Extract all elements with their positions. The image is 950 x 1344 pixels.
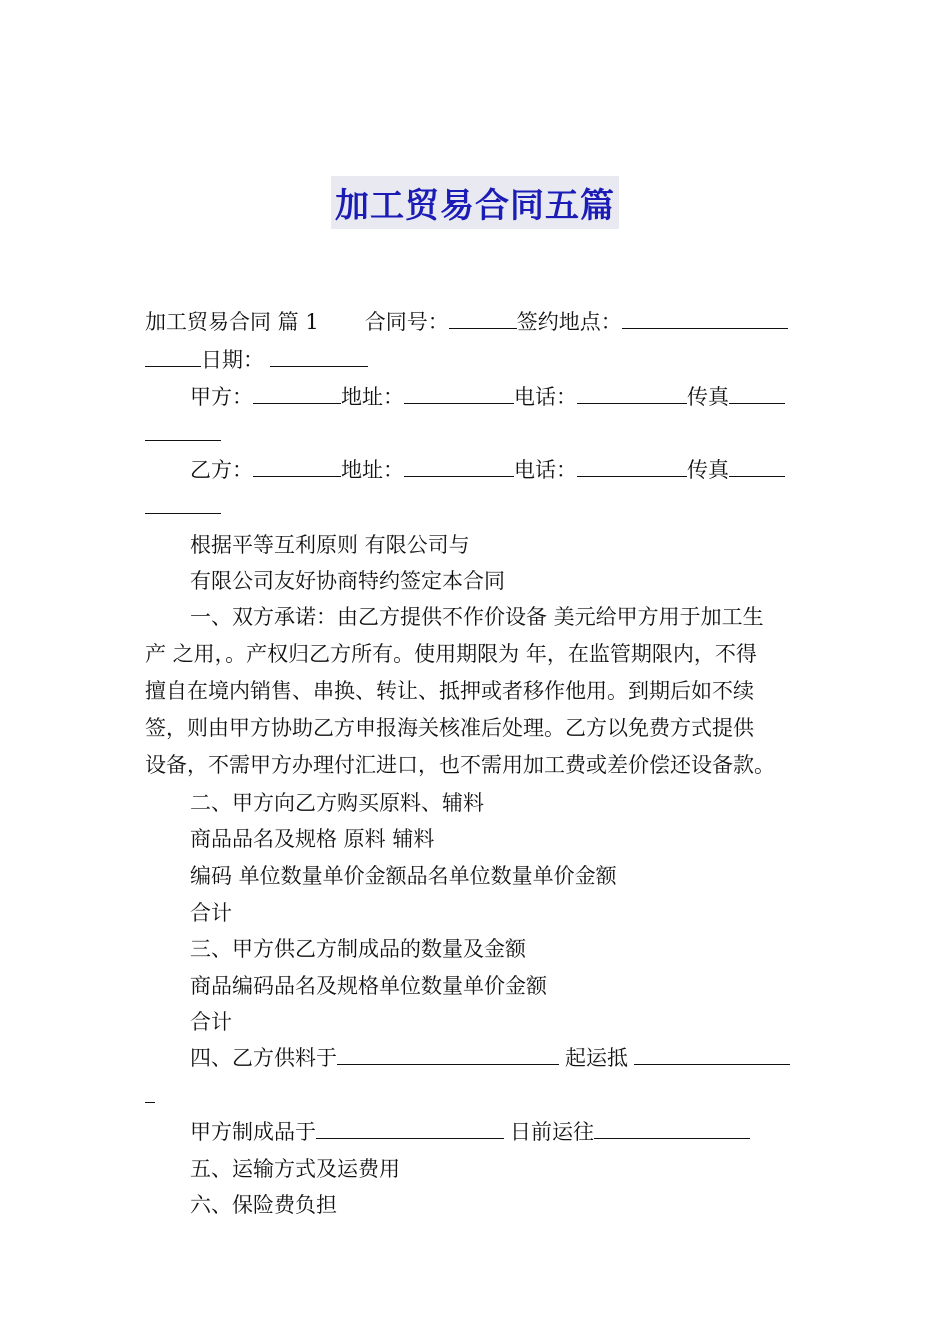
intro-line-1: 根据平等互利原则 有限公司与 [190, 533, 470, 557]
party-b-phone-blank[interactable] [577, 456, 687, 477]
clause5-heading: 五、运输方式及运费用 [190, 1157, 400, 1181]
clause1-line-5: 设备，不需甲方办理付汇进口，也不需用加工费或差价偿还设备款。 [145, 753, 775, 777]
clause4-cont-line [145, 1082, 155, 1110]
contract-name: 加工贸易合同 篇 1 [145, 310, 319, 334]
supply-date-blank[interactable] [337, 1044, 559, 1065]
clause3-total: 合计 [190, 1010, 232, 1034]
intro-line-2: 有限公司友好协商特约签定本合同 [190, 569, 505, 593]
party-b-address-blank[interactable] [404, 456, 514, 477]
party-a-name-blank[interactable] [253, 383, 341, 404]
party-a-fax-blank-cont[interactable] [145, 420, 221, 441]
clause4-supply-label: 四、乙方供料于 [190, 1046, 337, 1070]
sign-place-blank-cont[interactable] [145, 346, 201, 367]
party-b-name-blank[interactable] [253, 456, 341, 477]
party-a-fax-blank[interactable] [729, 383, 785, 404]
party-a-address-blank[interactable] [404, 383, 514, 404]
party-b-line [190, 456, 785, 484]
date-line [145, 346, 368, 374]
clause3-heading: 三、甲方供乙方制成品的数量及金额 [190, 937, 526, 961]
product-date-blank[interactable] [316, 1118, 504, 1139]
clause2-heading: 二、甲方向乙方购买原料、辅料 [190, 791, 484, 815]
date-blank[interactable] [270, 346, 368, 367]
clause2-total: 合计 [190, 901, 232, 925]
sign-place-blank[interactable] [622, 308, 788, 329]
clause4-supply-line [190, 1044, 790, 1072]
party-b-fax-blank-cont[interactable] [145, 493, 221, 514]
party-a-fax-label: 传真 [687, 385, 729, 409]
party-b-label: 乙方： [190, 458, 253, 482]
clause2-table-row-1: 商品品名及规格 原料 辅料 [190, 827, 435, 851]
contract-no-blank[interactable] [449, 308, 517, 329]
clause4-before-label: 日前运往 [510, 1120, 594, 1144]
clause2-table-row-2: 编码 单位数量单价金额品名单位数量单价金额 [190, 864, 617, 888]
contract-no-label: 合同号： [364, 310, 449, 334]
party-b-fax-blank[interactable] [729, 456, 785, 477]
party-b-address-label: 地址： [341, 458, 404, 482]
party-a-label: 甲方： [190, 385, 253, 409]
clause1-line-4: 签，则由甲方协助乙方申报海关核准后处理。乙方以免费方式提供 [145, 716, 754, 740]
sign-place-label: 签约地点： [516, 310, 622, 334]
party-b-fax-cont-line [145, 493, 221, 521]
contract-header-line [145, 308, 788, 336]
party-b-fax-label: 传真 [687, 458, 729, 482]
clause6-heading: 六、保险费负担 [190, 1193, 337, 1217]
party-a-phone-blank[interactable] [577, 383, 687, 404]
clause1-line-2: 产 之用，。产权归乙方所有。使用期限为 年，在监管期限内，不得 [145, 642, 757, 666]
document-title-wrap [0, 176, 950, 229]
party-a-line [190, 383, 785, 411]
product-destination-blank[interactable] [594, 1118, 750, 1139]
clause4-product-line [190, 1118, 750, 1146]
ship-destination-blank[interactable] [634, 1044, 790, 1065]
clause1-line-3: 擅自在境内销售、串换、转让、抵押或者移作他用。到期后如不续 [145, 679, 754, 703]
clause1-line-1: 一、双方承诺：由乙方提供不作价设备 美元给甲方用于加工生 [190, 605, 764, 629]
clause3-table-row-1: 商品编码品名及规格单位数量单价金额 [190, 974, 547, 998]
party-a-address-label: 地址： [341, 385, 404, 409]
clause4-product-label: 甲方制成品于 [190, 1120, 316, 1144]
document-title: 加工贸易合同五篇 [331, 176, 619, 229]
party-b-phone-label: 电话： [514, 458, 577, 482]
date-label: 日期： [201, 348, 264, 372]
party-a-phone-label: 电话： [514, 385, 577, 409]
clause4-ship-label: 起运抵 [565, 1046, 628, 1070]
ship-destination-blank-cont[interactable] [145, 1082, 155, 1103]
party-a-fax-cont-line [145, 420, 221, 448]
